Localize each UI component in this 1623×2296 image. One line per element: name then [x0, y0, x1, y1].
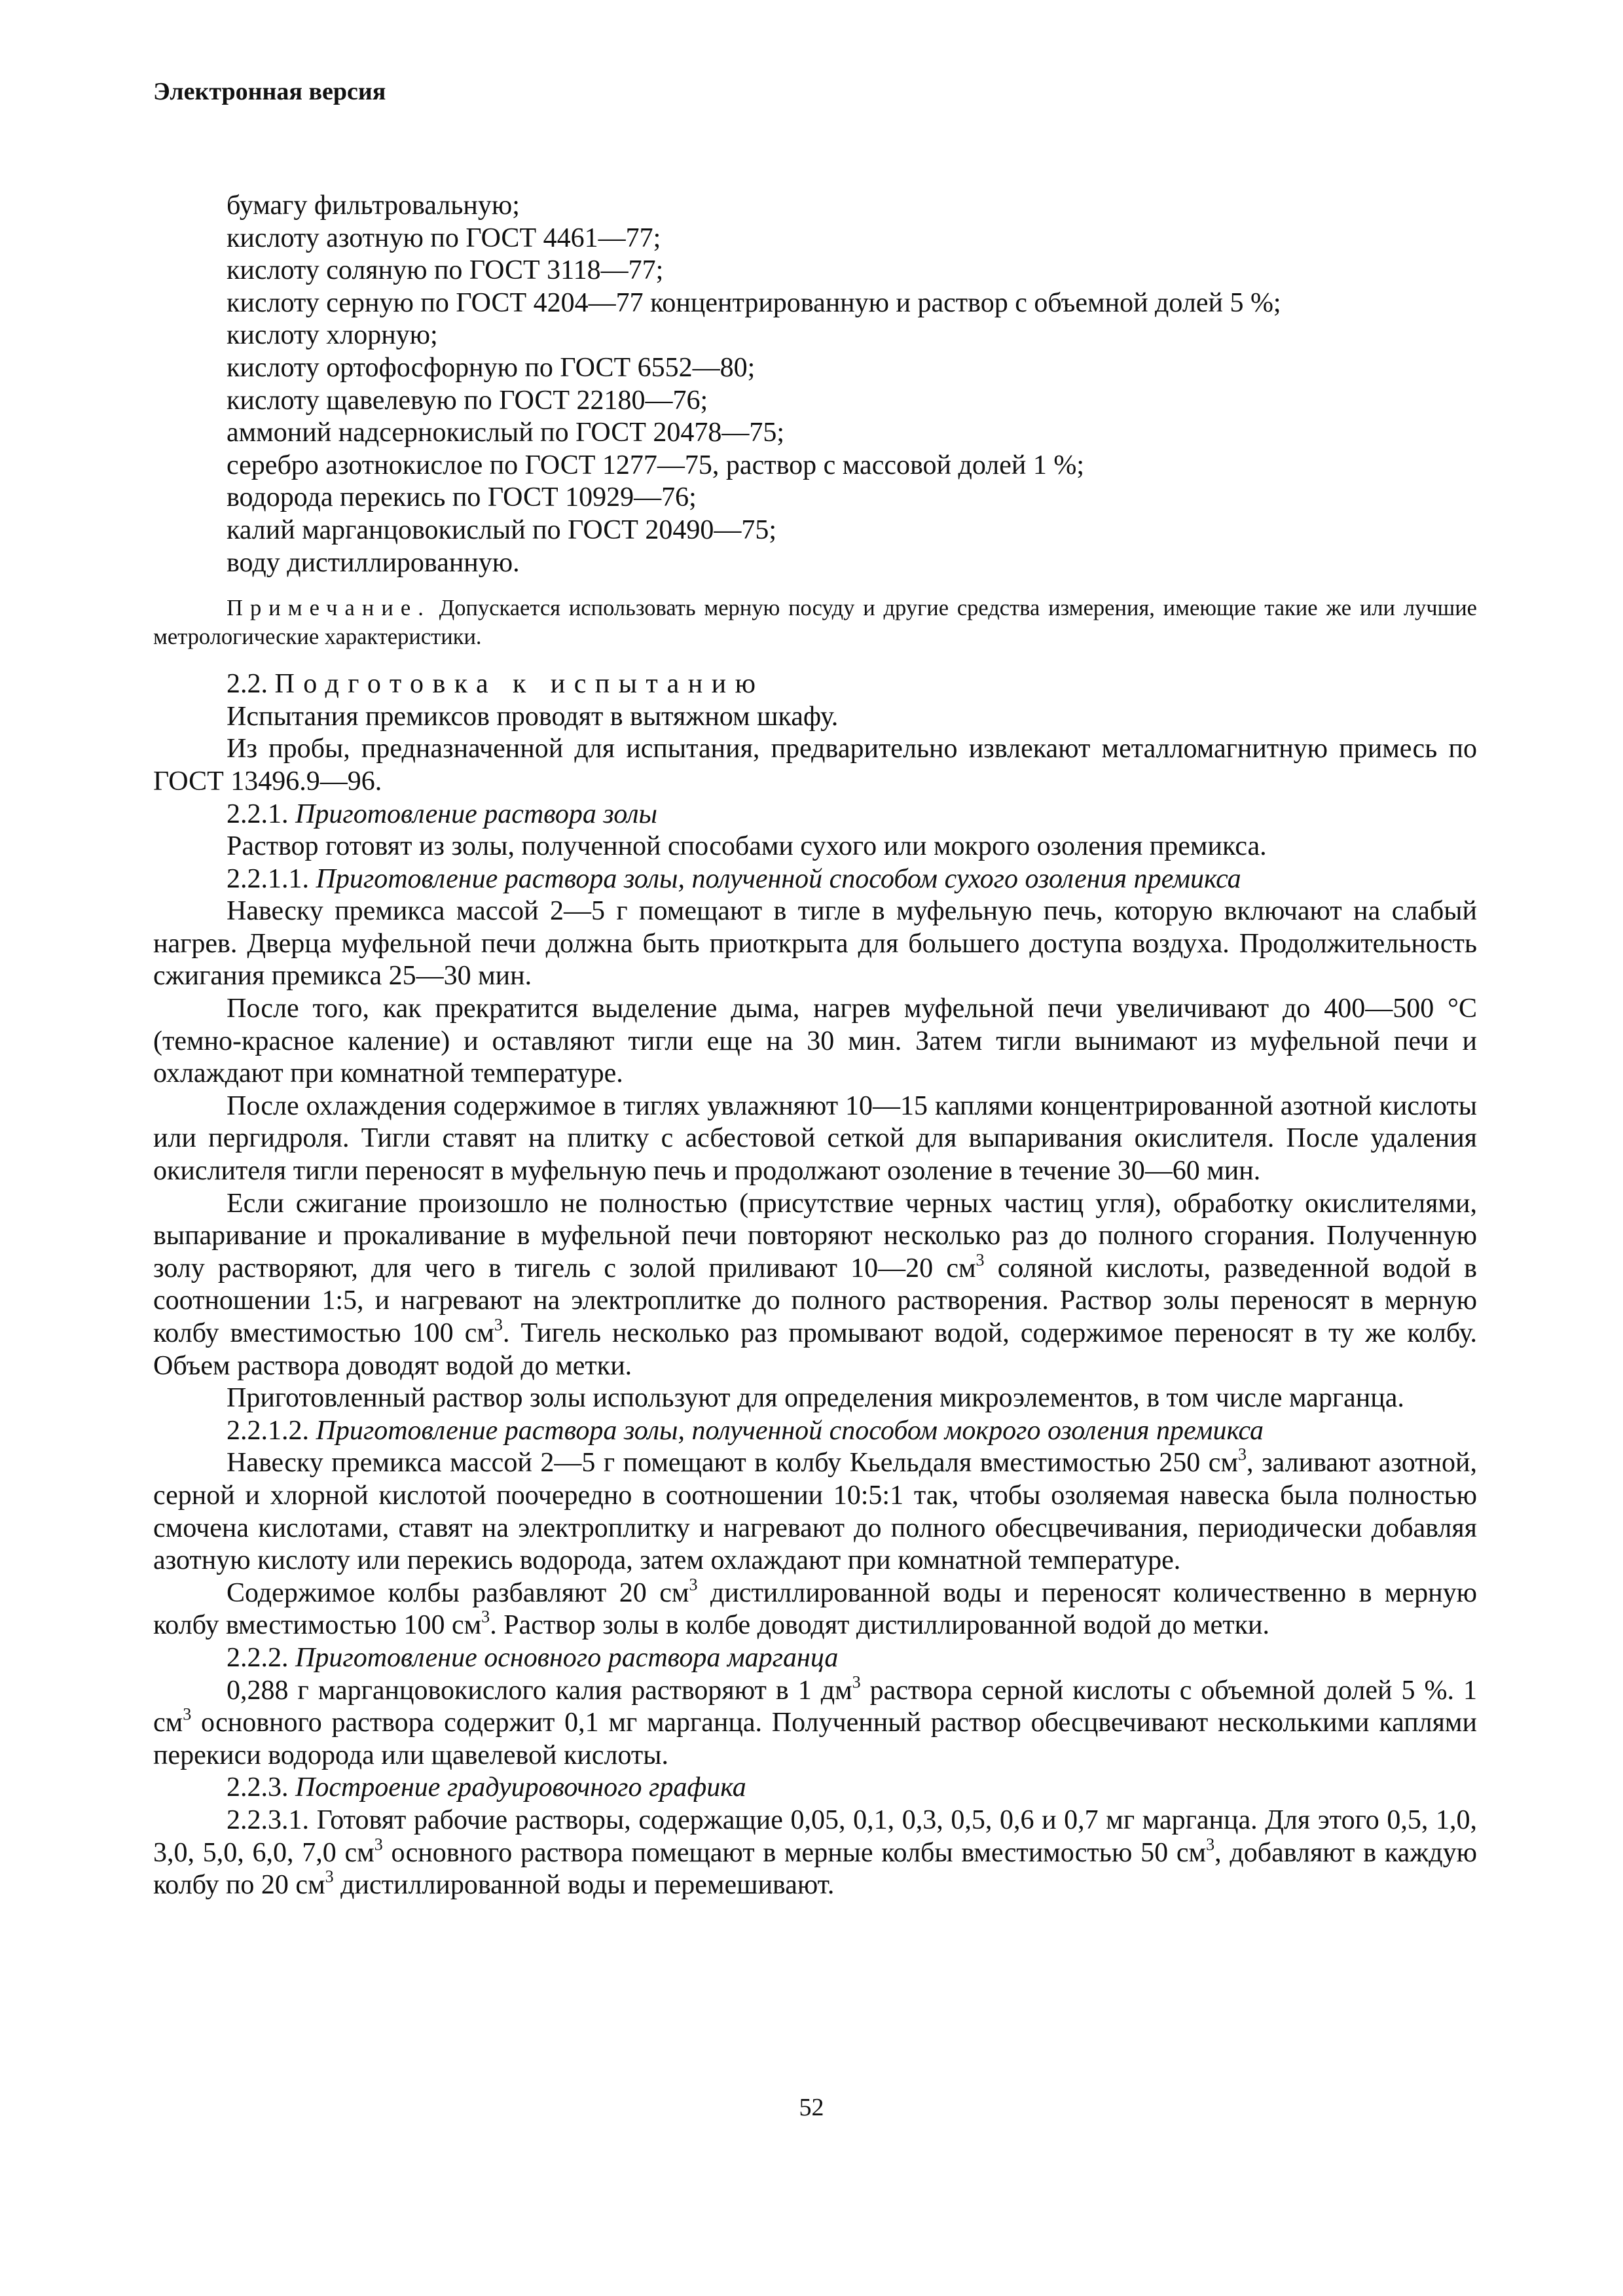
section-2-2-heading	[153, 668, 1477, 701]
section-title: Приготовление основного раствора марганца	[295, 1642, 839, 1673]
reagent-item: бумагу фильтровальную;	[227, 190, 520, 221]
section-title: Приготовление раствора золы	[295, 798, 657, 829]
paragraph	[153, 1672, 1477, 1772]
reagent-item: кислоту ортофосфорную по ГОСТ 6552—80;	[227, 352, 756, 383]
text-run: , добавляют в каждую колбу по 20 см	[153, 1837, 1477, 1901]
section-number: 2.2.	[227, 669, 275, 700]
section-2-2-1-2-heading	[153, 1415, 1477, 1448]
section-title: Приготовление раствора золы, полученной способом мокрого озоления премикса	[316, 1415, 1264, 1446]
section-2-2-2-heading	[153, 1642, 1477, 1675]
superscript: 3	[325, 1867, 334, 1886]
reagent-item: калий марганцовокислый по ГОСТ 20490—75;	[227, 514, 777, 545]
section-number: 2.2.1.2.	[227, 1415, 316, 1446]
superscript: 3	[183, 1704, 192, 1724]
text-run: основного раствора помещают в мерные колбы вместимостью 50 см	[382, 1837, 1207, 1868]
note-text: Допускается использовать мерную посуду и другие средства измерения, имеющие такие же или лучшие метрологические характеристики.	[153, 596, 1477, 650]
superscript: 3	[374, 1834, 383, 1854]
text-run: основного раствора содержит 0,1 мг марганца. Полученный раствор обесцвечивают несколькими каплями перекиси водорода или щавелевой кислоты.	[153, 1708, 1477, 1770]
section-title: Приготовление раствора золы, полученной способом сухого озоления премикса	[316, 863, 1241, 894]
paragraph	[153, 1444, 1478, 1577]
reagent-item: кислоту азотную по ГОСТ 4461—77;	[227, 223, 661, 253]
paragraph	[153, 1577, 1477, 1642]
reagent-item: воду дистиллированную.	[227, 547, 520, 578]
paragraph: Навеску премикса массой 2—5 г помещают в тигле в муфельную печь, которую включают на слабый нагрев. Дверца муфельной печи должна быть приоткрыта для большего доступа воздуха. Продолжительность сжигания премикса 25—30 мин.	[153, 896, 1477, 992]
section-2-2-1-1-heading	[153, 863, 1477, 896]
section-2-2-3-heading	[153, 1772, 1477, 1804]
text-run: раствора серной кислоты с объемной долей 5 %. 1 см	[153, 1675, 1477, 1738]
section-number: 2.2.2.	[227, 1642, 295, 1673]
text-run: соляной кислоты, разведенной водой в соотношении 1:5, и нагревают на электроплитке до полного растворения. Раствор золы переносят в мерную колбу вместимостью 100 см	[153, 1253, 1477, 1348]
paragraph: Из пробы, предназначенной для испытания, предварительно извлекают металломагнитную примесь по ГОСТ 13496.9—96.	[153, 734, 1477, 797]
text-run: Содержимое колбы разбавляют 20 см	[227, 1577, 689, 1608]
text-run: Если сжигание произошло не полностью (присутствие черных частиц угля), обработку окислителями, выпаривание и прокаливание в муфельной печи повторяют несколько раз до полного сгорания. Полученную золу растворяют, для чего в тигель с золой приливают 10—20 см	[153, 1188, 1477, 1283]
superscript: 3	[1206, 1834, 1215, 1854]
text-run: дистиллированной воды и перемешивают.	[333, 1870, 835, 1901]
paragraph: После охлаждения содержимое в тиглях увлажняют 10—15 каплями концентрированной азотной кислоты или пергидроля. Тигли ставят на плитку с асбестовой сеткой для выпаривания окислителя. После удаления окислителя тигли переносят в муфельную печь и продолжают озоление в течение 30—60 мин.	[153, 1090, 1477, 1187]
superscript: 3	[1238, 1444, 1247, 1464]
document-body	[153, 190, 1477, 1902]
paragraph: Раствор готовят из золы, полученной способами сухого или мокрого озоления премикса.	[227, 831, 1267, 862]
text-run: 0,288 г марганцовокислого калия растворяют в 1 дм	[227, 1675, 852, 1706]
section-title: Построение градуировочного графика	[295, 1772, 746, 1803]
paragraph	[153, 1804, 1477, 1902]
reagent-item: кислоту серную по ГОСТ 4204—77 концентрированную и раствор с объемной долей 5 %;	[227, 287, 1281, 318]
reagent-item: серебро азотнокислое по ГОСТ 1277—75, раствор с массовой долей 1 %;	[227, 450, 1085, 480]
superscript: 3	[481, 1607, 490, 1626]
superscript: 3	[689, 1575, 698, 1594]
section-number: 2.2.3.	[227, 1772, 295, 1803]
section-title: Подготовка к испытанию	[274, 669, 765, 700]
superscript: 3	[852, 1672, 861, 1691]
paragraph: Испытания премиксов проводят в вытяжном шкафу.	[227, 701, 839, 732]
text-run: , заливают азотной, серной и хлорной кислотой поочередно в соотношении 10:5:1 так, чтобы озоляемая навеска была полностью смочена кислотами, ставят на электроплитку и нагревают до полного обесцвечивания, периодически добавляя азотную кислоту или перекись водорода, затем охлаждают при комнатной температуре.	[153, 1448, 1478, 1576]
text-run: Навеску премикса массой 2—5 г помещают в колбу Кьельдаля вместимостью 250 см	[227, 1448, 1239, 1479]
reagent-item: кислоту соляную по ГОСТ 3118—77;	[227, 255, 664, 286]
reagent-item: кислоту хлорную;	[227, 320, 438, 351]
paragraph: После того, как прекратится выделение дыма, нагрев муфельной печи увеличивают до 400—500 °С (темно-красное каление) и оставляют тигли еще на 30 мин. Затем тигли вынимают из муфельной печи и охлаждают при комнатной температуре.	[153, 994, 1477, 1089]
section-number: 2.2.1.1.	[227, 863, 316, 894]
superscript: 3	[976, 1250, 985, 1270]
text-run: 2.2.3.1. Готовят рабочие растворы, содержащие 0,05, 0,1, 0,3, 0,5, 0,6 и 0,7 мг марганца. Для этого 0,5, 1,0, 3,0, 5,0, 6,0, 7,0 см	[153, 1804, 1477, 1868]
section-number: 2.2.1.	[227, 798, 295, 829]
reagent-item: водорода перекись по ГОСТ 10929—76;	[227, 482, 697, 513]
paragraph: Приготовленный раствор золы используют для определения микроэлементов, в том числе марганца.	[227, 1383, 1404, 1414]
note-label: Примечание.	[227, 596, 431, 621]
note	[153, 594, 1477, 651]
superscript: 3	[494, 1315, 503, 1335]
reagent-item: аммоний надсернокислый по ГОСТ 20478—75;	[227, 418, 785, 448]
section-2-2-1-heading	[153, 798, 1477, 831]
text-run: . Раствор золы в колбе доводят дистиллированной водой до метки.	[490, 1610, 1269, 1641]
reagent-item: кислоту щавелевую по ГОСТ 22180—76;	[227, 385, 708, 416]
text-run: . Тигель несколько раз промывают водой, содержимое переносят в ту же колбу. Объем раствора доводят водой до метки.	[153, 1318, 1478, 1381]
paragraph	[153, 1188, 1477, 1383]
page-number: 52	[799, 2094, 824, 2121]
text-run: дистиллированной воды и переносят количественно в мерную колбу вместимостью 100 см	[153, 1577, 1477, 1641]
header-label: Электронная версия	[153, 78, 386, 105]
reagents-list	[153, 190, 1477, 579]
